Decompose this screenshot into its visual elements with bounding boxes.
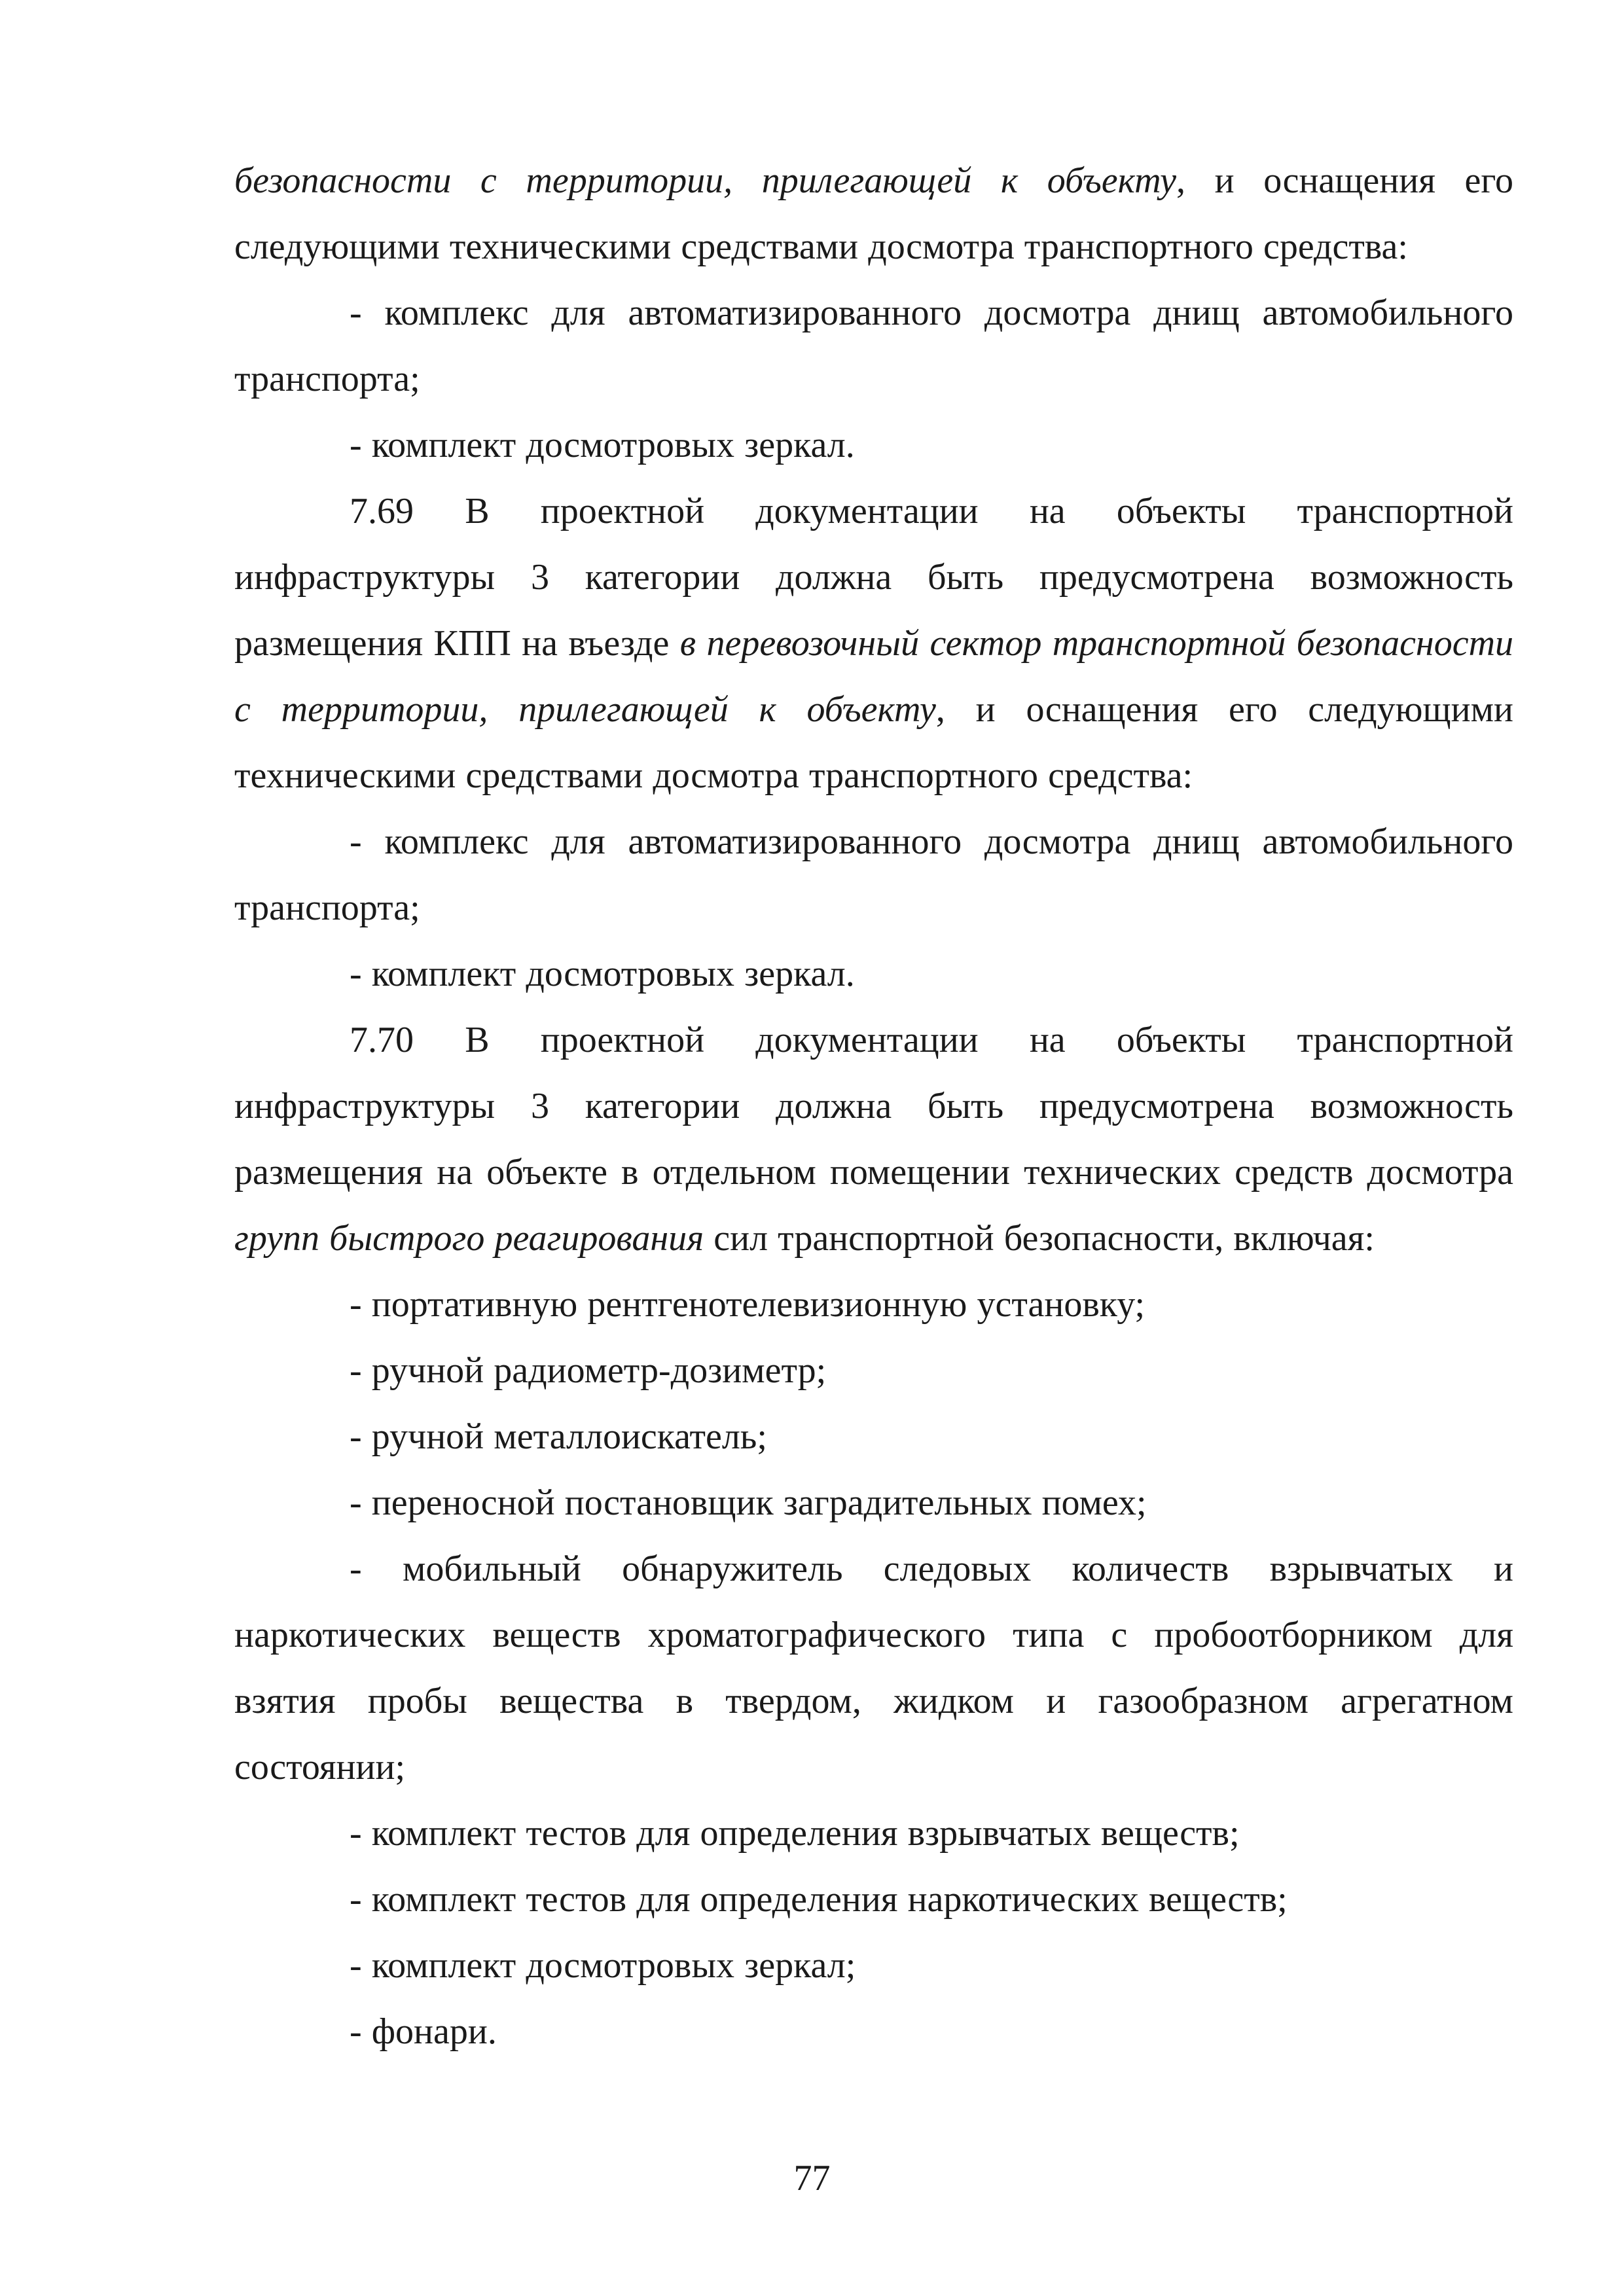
list-item-text: - портативную рентгенотелевизионную установку; <box>350 1284 1146 1325</box>
paragraph-text: , и оснащения его следующими техническими средствами досмотра транспортного средства: <box>234 689 1513 796</box>
list-item <box>234 1801 1513 1867</box>
list-item <box>234 1999 1513 2065</box>
list-item <box>234 1272 1513 1338</box>
paragraph-continuation <box>234 148 1513 280</box>
list-item-text: - комплекс для автоматизированного досмотра днищ автомобильного транспорта; <box>234 293 1513 399</box>
italic-text: в перевозочный сектор транспортной безопасности с территории, прилегающей к объекту <box>234 623 1514 730</box>
italic-text: групп быстрого реагирования <box>234 1218 704 1259</box>
paragraph-text: сил транспортной безопасности, включая: <box>704 1218 1375 1259</box>
list-item-text: - мобильный обнаружитель следовых количеств взрывчатых и наркотических веществ хроматографического типа с пробоотборником для взятия пробы вещества в твердом, жидком и газообразном агрегатном состоянии; <box>234 1549 1513 1787</box>
list-item-text: - комплект тестов для определения взрывчатых веществ; <box>350 1813 1240 1854</box>
list-item-text: - комплекс для автоматизированного досмотра днищ автомобильного транспорта; <box>234 821 1513 928</box>
list-item <box>234 1536 1513 1801</box>
list-item-text: - комплект досмотровых зеркал. <box>350 954 855 994</box>
list-item <box>234 1867 1513 1933</box>
list-item <box>234 809 1513 941</box>
list-item <box>234 280 1513 412</box>
list-item <box>234 1933 1513 1999</box>
list-item <box>234 1338 1513 1404</box>
list-item <box>234 412 1513 478</box>
paragraph-text: , и оснащения его следующими техническими средствами досмотра транспортного средства: <box>234 160 1513 267</box>
list-item-text: - фонари. <box>350 2011 497 2052</box>
clause-7-69 <box>234 478 1513 809</box>
list-item-text: - ручной радиометр-дозиметр; <box>350 1350 827 1391</box>
list-item-text: - комплект досмотровых зеркал. <box>350 425 855 465</box>
list-item-text: - ручной металлоискатель; <box>350 1416 767 1457</box>
list-item-text: - переносной постановщик заградительных помех; <box>350 1482 1147 1523</box>
list-item-text: - комплект тестов для определения наркотических веществ; <box>350 1879 1288 1920</box>
page-number: 77 <box>793 2158 831 2198</box>
list-item <box>234 1404 1513 1470</box>
paragraph-text: 7.70 В проектной документации на объекты транспортной инфраструктуры 3 категории должна быть предусмотрена возможность размещения на объекте в отдельном помещении технических средств досмотра <box>234 1020 1513 1193</box>
paragraph-text: 7.69 В проектной документации на объекты транспортной инфраструктуры 3 категории должна быть предусмотрена возможность размещения КПП на въезде <box>234 491 1513 664</box>
body-text <box>234 148 1513 2065</box>
list-item-text: - комплект досмотровых зеркал; <box>350 1945 856 1986</box>
list-item <box>234 1470 1513 1536</box>
clause-7-70 <box>234 1007 1513 1272</box>
list-item <box>234 941 1513 1007</box>
italic-text: безопасности с территории, прилегающей к объекту <box>234 160 1177 201</box>
